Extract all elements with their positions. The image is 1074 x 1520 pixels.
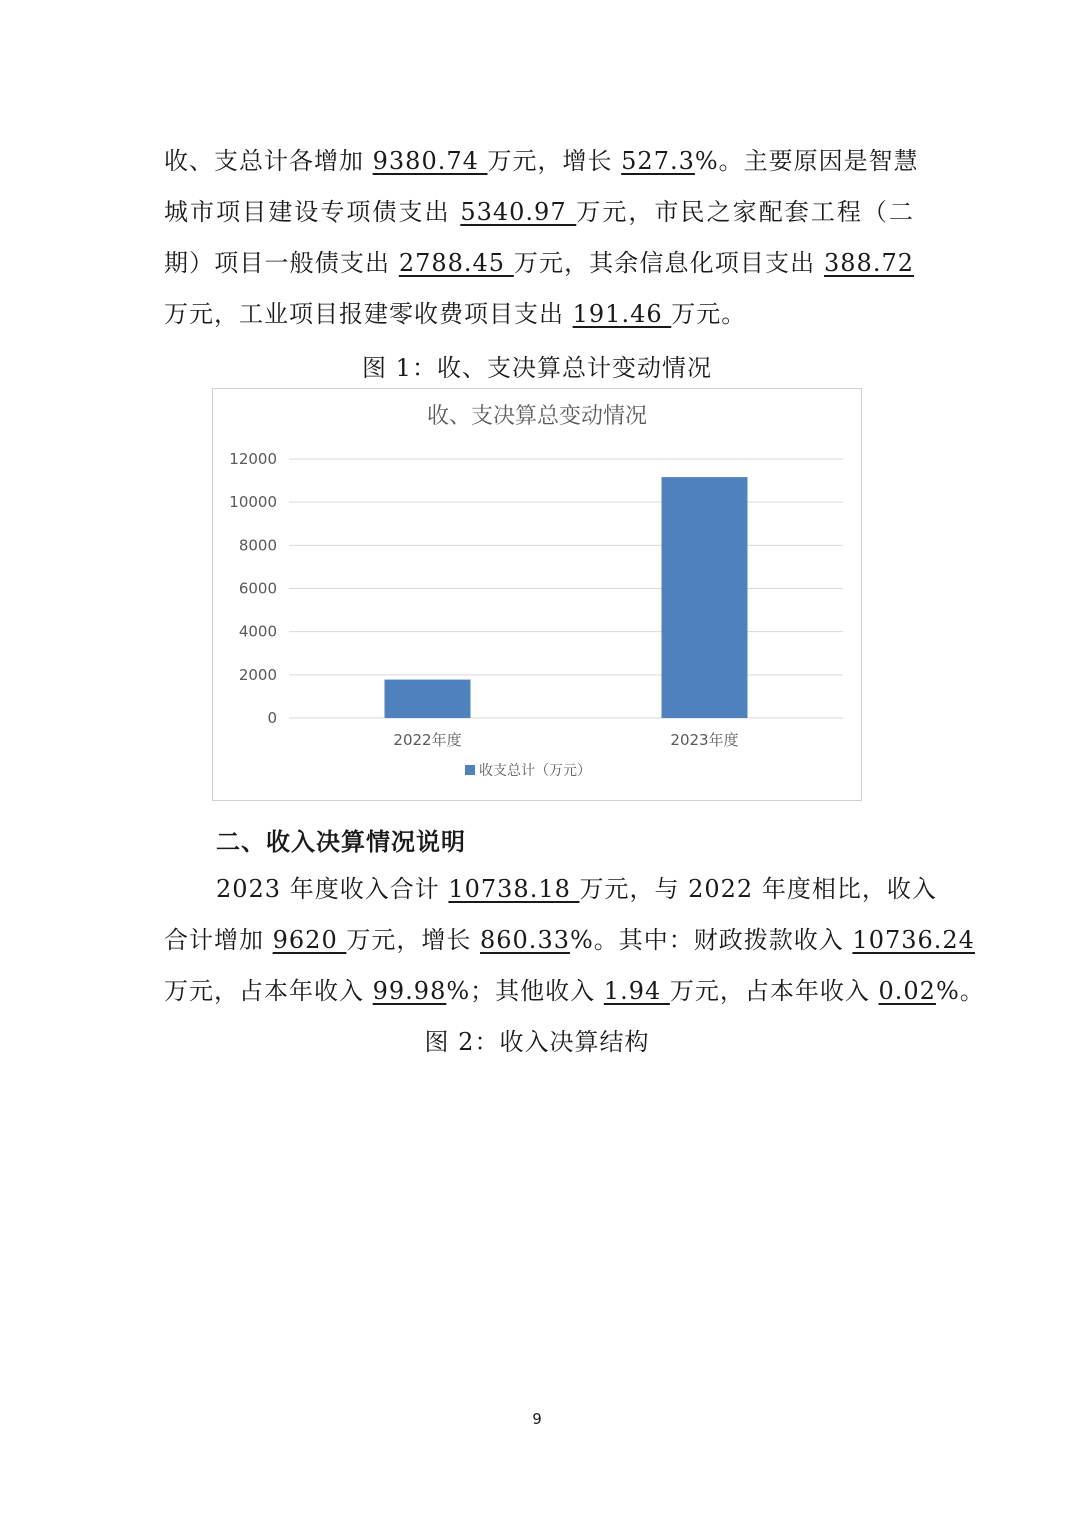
y-tick-label: 10000 — [229, 493, 277, 512]
text-run: 万元，其余信息化项目支出 — [513, 249, 825, 277]
underlined-value: 1.94 — [603, 977, 670, 1005]
bar — [385, 680, 471, 718]
text-run: 万元，增长 — [346, 926, 480, 954]
paragraph-line — [164, 915, 975, 966]
y-tick-label: 0 — [267, 709, 277, 727]
paragraph-expenditure-change — [164, 136, 919, 340]
underlined-value: 0.02 — [878, 977, 936, 1005]
text-run: 合计增加 — [164, 926, 273, 954]
figure-1-caption: 图 1：收、支决算总计变动情况 — [362, 354, 712, 382]
bar-chart — [212, 388, 862, 801]
text-run: %。 — [935, 977, 985, 1005]
legend-label: 收支总计（万元） — [479, 763, 591, 779]
text-run: 2023 年度收入合计 — [216, 875, 449, 903]
text-run: 万元，占本年收入 — [164, 977, 373, 1005]
page-number: 9 — [532, 1410, 542, 1428]
text-run: %；其他收入 — [446, 977, 604, 1005]
section-heading: 二、收入决算情况说明 — [216, 828, 466, 856]
text-run: 万元，增长 — [487, 147, 622, 175]
underlined-value: 99.98 — [372, 977, 447, 1005]
text-run: %。其中：财政拨款收入 — [569, 926, 853, 954]
chart-title: 收、支决算总变动情况 — [426, 404, 648, 429]
paragraph-line — [164, 136, 919, 187]
y-tick-label: 8000 — [238, 536, 277, 555]
paragraph-line — [164, 187, 914, 238]
bar-chart-svg — [213, 389, 861, 800]
text-run: 万元，市民之家配套工程（二 — [576, 198, 914, 226]
text-run: 城市项目建设专项债支出 — [164, 198, 461, 226]
y-tick-label: 4000 — [238, 622, 277, 641]
legend-swatch — [465, 765, 475, 775]
text-run: 期）项目一般债支出 — [164, 249, 399, 277]
underlined-value: 388.72 — [824, 249, 914, 277]
y-tick-label: 6000 — [238, 579, 277, 598]
paragraph-line — [164, 238, 914, 289]
underlined-value: 527.3 — [621, 147, 695, 175]
y-tick-label: 2000 — [238, 665, 277, 684]
paragraph-line — [164, 864, 937, 915]
bar — [662, 477, 748, 718]
underlined-value: 10736.24 — [852, 926, 975, 954]
underlined-value: 2788.45 — [398, 249, 514, 277]
paragraph-line — [164, 966, 985, 1017]
y-tick-label: 12000 — [229, 450, 277, 468]
text-run: %。主要原因是智慧 — [694, 147, 919, 175]
underlined-value: 9380.74 — [372, 147, 488, 175]
paragraph-income-summary — [164, 864, 985, 1017]
figure-2-caption: 图 2：收入决算结构 — [424, 1028, 650, 1056]
paragraph-line — [164, 289, 914, 340]
underlined-value: 860.33 — [480, 926, 570, 954]
underlined-value: 9620 — [272, 926, 347, 954]
text-run: 万元，与 2022 年度相比，收入 — [579, 875, 937, 903]
underlined-value: 5340.97 — [460, 198, 577, 226]
x-tick-label: 2023年度 — [670, 731, 739, 749]
x-tick-label: 2022年度 — [393, 731, 462, 749]
text-run: 万元。 — [671, 300, 747, 328]
underlined-value: 191.46 — [572, 300, 672, 328]
underlined-value: 10738.18 — [448, 875, 580, 903]
text-run: 万元，占本年收入 — [669, 977, 879, 1005]
text-run: 万元，工业项目报建零收费项目支出 — [164, 300, 573, 328]
text-run: 收、支总计各增加 — [164, 147, 373, 175]
